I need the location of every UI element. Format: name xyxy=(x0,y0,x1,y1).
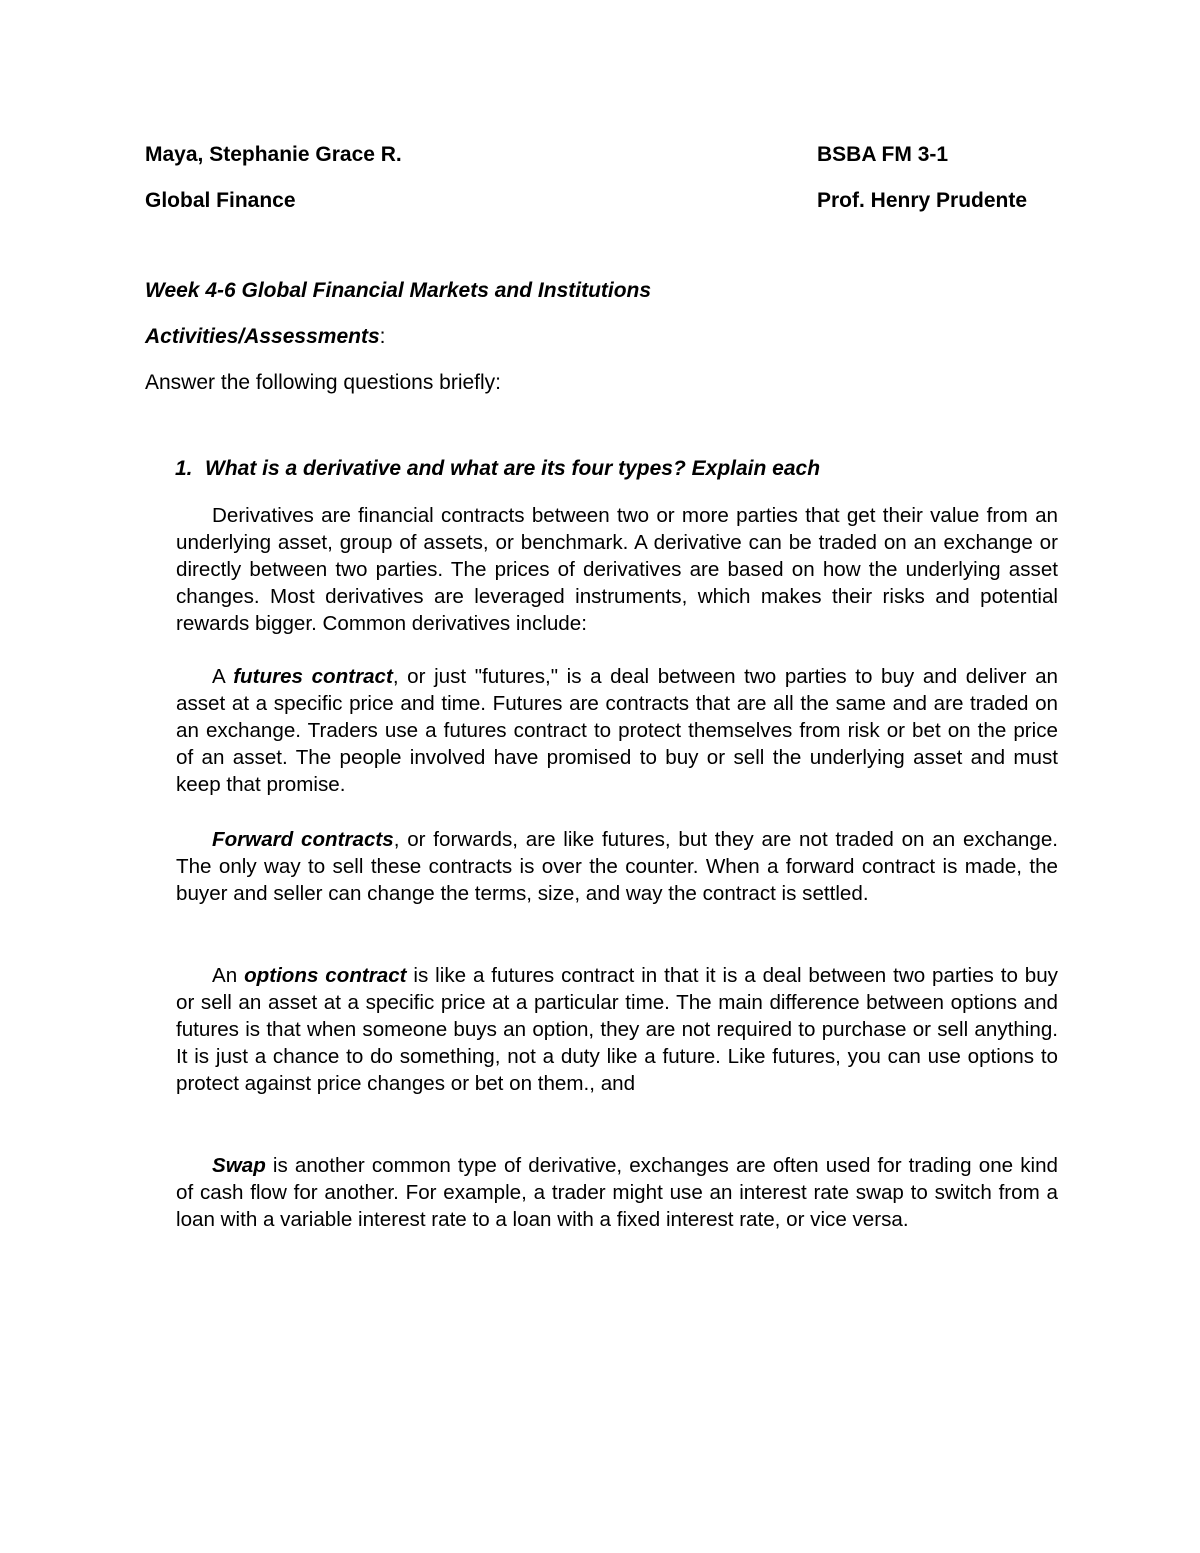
instructions: Answer the following questions briefly: xyxy=(145,371,502,394)
paragraph-futures xyxy=(176,663,1058,798)
question-1 xyxy=(145,456,820,482)
swap-body: is another common type of derivative, exchanges are often used for trading one kind of cash flow for another. For example, a trader might use an interest rate swap to switch from a loan with a variable interest rate to a loan with a fixed interest rate, or vice versa. xyxy=(176,1154,1058,1231)
activities-label: Activities/Assessments xyxy=(145,325,380,348)
question-number: 1. xyxy=(175,457,193,480)
swap-term: Swap xyxy=(212,1154,266,1177)
question-text: What is a derivative and what are its four types? Explain each xyxy=(205,457,821,480)
section-code: BSBA FM 3-1 xyxy=(817,143,949,166)
forwards-term: Forward contracts xyxy=(212,828,394,851)
activities-colon: : xyxy=(379,325,386,348)
paragraph-intro: Derivatives are financial contracts between two or more parties that get their value from an underlying asset, group of assets, or benchmark. A derivative can be traded on an exchange or directly between two parties. The prices of derivatives are based on how the underlying asset changes. Most derivatives are leveraged instruments, which makes their risks and potential rewards bigger. Common derivatives include: xyxy=(176,504,1058,635)
options-body: is like a futures contract in that it is a deal between two parties to buy or sell an asset at a specific price at a particular time. The main difference between options and futures is that when someone buys an option, they are not required to purchase or sell anything. It is just a chance to do something, not a duty like a future. Like futures, you can use options to protect against price changes or bet on them., and xyxy=(176,964,1058,1095)
paragraph-options xyxy=(176,962,1058,1097)
paragraph-forwards xyxy=(176,826,1058,907)
professor-name: Prof. Henry Prudente xyxy=(817,189,1028,212)
futures-body: , or just "futures," is a deal between two parties to buy and deliver an asset at a specific price and time. Futures are contracts that are all the same and are traded on an exchange. Traders use a futures contract to protect themselves from risk or bet on the price of an asset. The people involved have promised to buy or sell the underlying asset and must keep that promise. xyxy=(176,665,1058,796)
paragraph-swap xyxy=(176,1152,1058,1233)
activities-heading xyxy=(145,324,385,350)
forwards-body: , or forwards, are like futures, but they are not traded on an exchange. The only way to sell these contracts is over the counter. When a forward contract is made, the buyer and seller can change the terms, size, and way the contract is settled. xyxy=(176,828,1058,905)
student-name: Maya, Stephanie Grace R. xyxy=(145,143,402,166)
options-term: options contract xyxy=(244,964,407,987)
course-name: Global Finance xyxy=(145,189,296,212)
options-prefix: An xyxy=(212,964,245,987)
week-title: Week 4-6 Global Financial Markets and Institutions xyxy=(145,279,652,302)
futures-prefix: A xyxy=(212,665,234,688)
futures-term: futures contract xyxy=(233,665,393,688)
